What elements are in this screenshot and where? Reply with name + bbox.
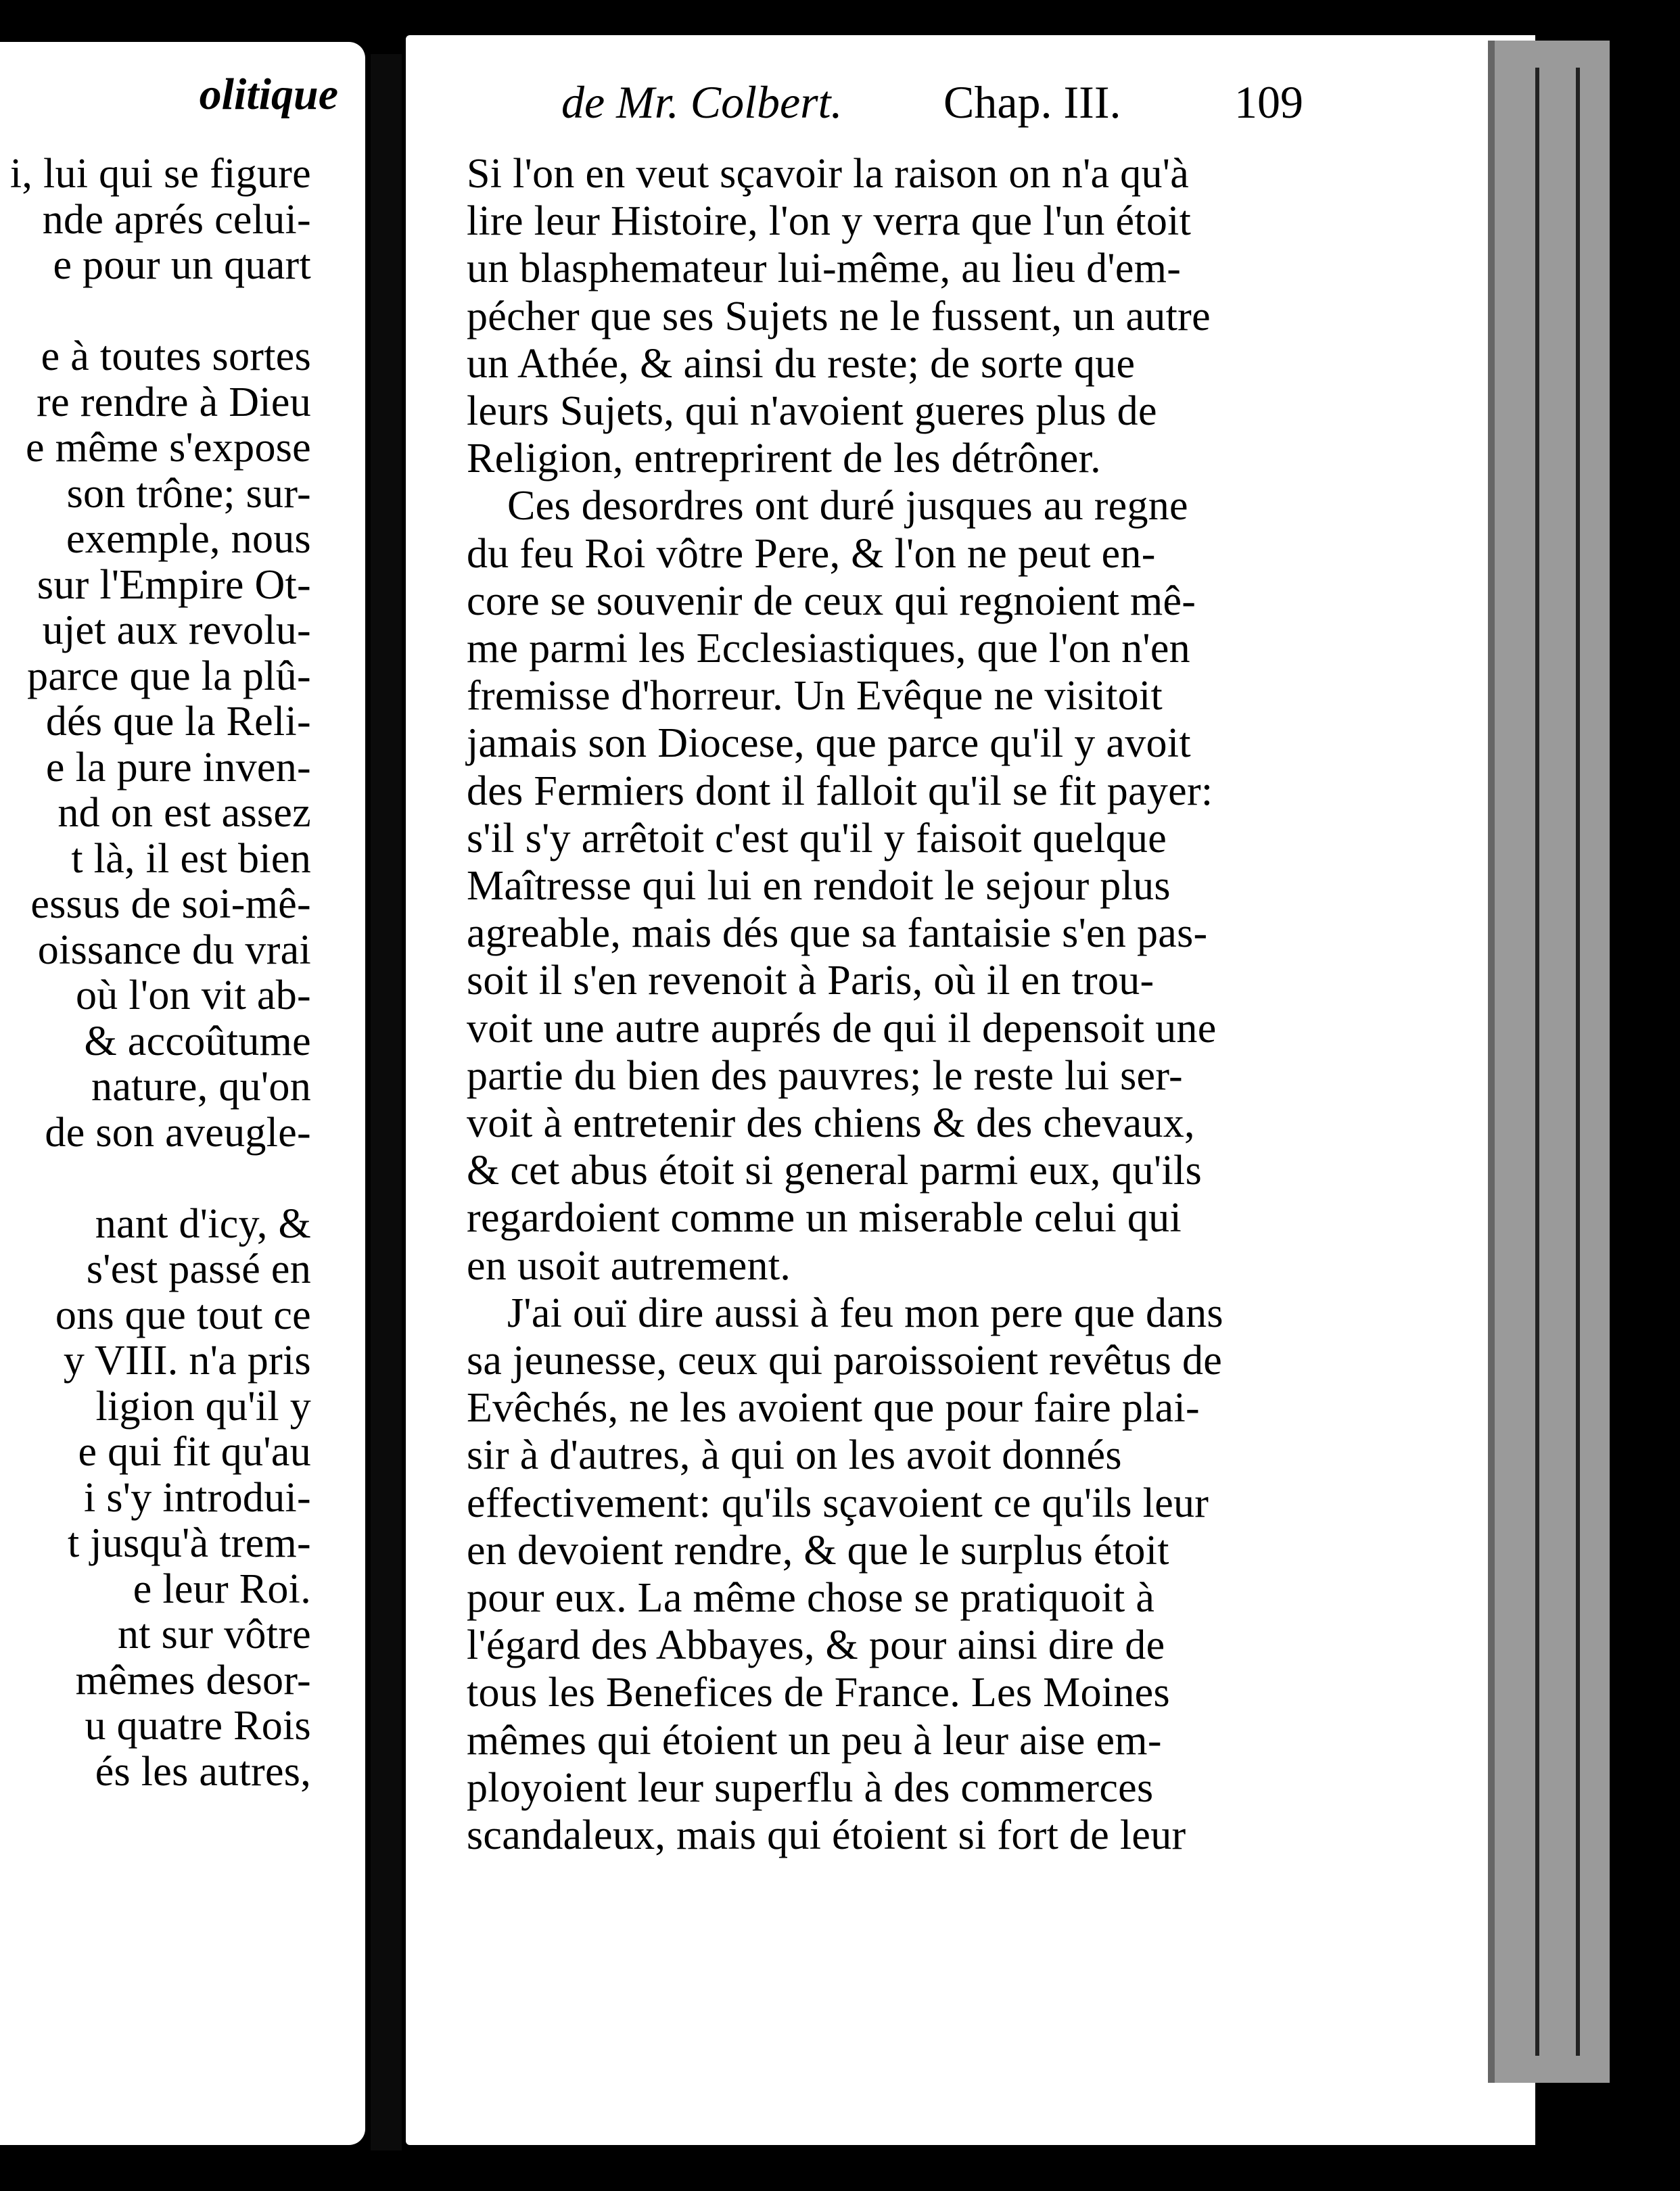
text-line: voit à entretenir des chiens & des chevaux, <box>467 1100 1195 1146</box>
running-title: de Mr. Colbert. <box>561 76 843 128</box>
text-line: ployoient leur superflu à des commerces <box>467 1764 1154 1811</box>
text-line: Evêchés, ne les avoient que pour faire plai- <box>467 1385 1200 1432</box>
text-line: agreable, mais dés que sa fantaisie s'en pas- <box>467 910 1208 957</box>
left-text-line: e même s'expose <box>26 425 311 471</box>
left-text-line: parce que la plû- <box>27 653 311 699</box>
text-line: me parmi les Ecclesiastiques, que l'on n'en <box>467 626 1190 672</box>
page-header <box>406 76 1535 137</box>
text-line: sir à d'autres, à qui on les avoit donnés <box>467 1432 1122 1479</box>
left-text-line: s'est passé en <box>86 1246 311 1292</box>
text-line: pour eux. La même chose se pratiquoit à <box>467 1575 1155 1621</box>
text-line: l'égard des Abbayes, & pour ainsi dire de <box>467 1622 1165 1669</box>
text-line: jamais son Diocese, que parce qu'il y avoit <box>467 720 1191 767</box>
left-text-line: essus de soi-mê- <box>30 881 311 927</box>
text-line: Maîtresse qui lui en rendoit le sejour plus <box>467 863 1171 909</box>
left-text-line: u quatre Rois <box>85 1703 311 1749</box>
text-line: Ces desordres ont duré jusques au regne <box>507 483 1188 529</box>
text-line: sa jeunesse, ceux qui paroissoient revêtus de <box>467 1338 1223 1384</box>
text-line: partie du bien des pauvres; le reste lui ser- <box>467 1052 1183 1099</box>
text-line: un Athée, & ainsi du reste; de sorte que <box>467 340 1136 387</box>
text-line: mêmes qui étoient un peu à leur aise em- <box>467 1717 1162 1764</box>
left-text-line: i, lui qui se figure <box>9 151 311 197</box>
left-text-line: i s'y introdui- <box>84 1474 311 1521</box>
text-line: soit il s'en revenoit à Paris, où il en trou- <box>467 958 1154 1004</box>
left-text-line: ujet aux revolu- <box>42 607 311 653</box>
text-line: & cet abus étoit si general parmi eux, qu'ils <box>467 1148 1202 1194</box>
text-line: pécher que ses Sujets ne le fussent, un autre <box>467 293 1211 339</box>
left-text-line: t là, il est bien <box>71 835 311 882</box>
left-text-line: ligion qu'il y <box>95 1383 311 1430</box>
right-page <box>406 35 1535 2145</box>
text-line: voit une autre auprés de qui il depensoit une <box>467 1005 1217 1052</box>
text-line: en devoient rendre, & que le surplus étoit <box>467 1527 1169 1574</box>
left-text-line: nde aprés celui- <box>42 196 311 243</box>
left-text-line: e la pure inven- <box>45 744 311 791</box>
left-text-line: e à toutes sortes <box>41 333 311 379</box>
left-page <box>0 42 365 2145</box>
chapter-heading: Chap. III. <box>943 76 1121 128</box>
left-text-line: dés que la Reli- <box>45 699 311 745</box>
left-text-line: e pour un quart <box>53 242 311 288</box>
text-line: core se souvenir de ceux qui regnoient mê- <box>467 578 1196 624</box>
left-text-line: & accoûtume <box>84 1018 311 1064</box>
left-text-line: son trône; sur- <box>66 470 311 517</box>
left-text-line: mêmes desor- <box>75 1657 311 1703</box>
text-line: effectivement: qu'ils sçavoient ce qu'ils leur <box>467 1480 1209 1526</box>
text-line: scandaleux, mais qui étoient si fort de leur <box>467 1812 1186 1858</box>
page-body-text <box>467 150 1346 1908</box>
left-text-line: nt sur vôtre <box>118 1611 311 1657</box>
left-text-line: exemple, nous <box>66 516 311 562</box>
left-running-title: olitique <box>199 70 338 119</box>
left-text-line: nd on est assez <box>57 790 311 836</box>
text-line: fremisse d'horreur. Un Evêque ne visitoit <box>467 673 1163 720</box>
text-line: J'ai ouï dire aussi à feu mon pere que dans <box>507 1290 1223 1336</box>
left-text-line: re rendre à Dieu <box>37 379 311 425</box>
left-text-line: e leur Roi. <box>133 1565 311 1612</box>
page-edges <box>1488 41 1610 2083</box>
left-text-line: ons que tout ce <box>55 1292 311 1338</box>
left-text-line: t jusqu'à trem- <box>67 1520 311 1566</box>
left-text-line: y VIII. n'a pris <box>63 1338 311 1384</box>
text-line: en usoit autrement. <box>467 1242 791 1289</box>
left-text-line: nature, qu'on <box>91 1064 311 1110</box>
left-text-line: nant d'icy, & <box>95 1200 311 1247</box>
text-line: Religion, entreprirent de les détrôner. <box>467 435 1101 482</box>
text-line: regardoient comme un miserable celui qui <box>467 1195 1182 1242</box>
text-line: Si l'on en veut sçavoir la raison on n'a qu'à <box>467 151 1190 197</box>
left-text-line: oissance du vrai <box>37 926 311 973</box>
text-line: des Fermiers dont il falloit qu'il se fit payer: <box>467 768 1213 814</box>
left-text-line: où l'on vit ab- <box>75 972 311 1018</box>
text-line: tous les Benefices de France. Les Moines <box>467 1670 1170 1716</box>
left-text-line: e qui fit qu'au <box>78 1429 311 1475</box>
left-page-text <box>0 150 365 1841</box>
text-line: du feu Roi vôtre Pere, & l'on ne peut en- <box>467 530 1156 577</box>
text-line: s'il s'y arrêtoit c'est qu'il y faisoit quelque <box>467 815 1167 862</box>
book-gutter <box>371 54 402 2150</box>
text-line: un blasphemateur lui-même, au lieu d'em- <box>467 245 1182 292</box>
page-number: 109 <box>1234 76 1303 128</box>
left-text-line: de son aveugle- <box>45 1109 311 1156</box>
text-line: leurs Sujets, qui n'avoient gueres plus de <box>467 388 1157 434</box>
text-line: lire leur Histoire, l'on y verra que l'un étoit <box>467 198 1192 245</box>
left-text-line: sur l'Empire Ot- <box>37 561 311 608</box>
left-text-line: és les autres, <box>95 1748 311 1795</box>
